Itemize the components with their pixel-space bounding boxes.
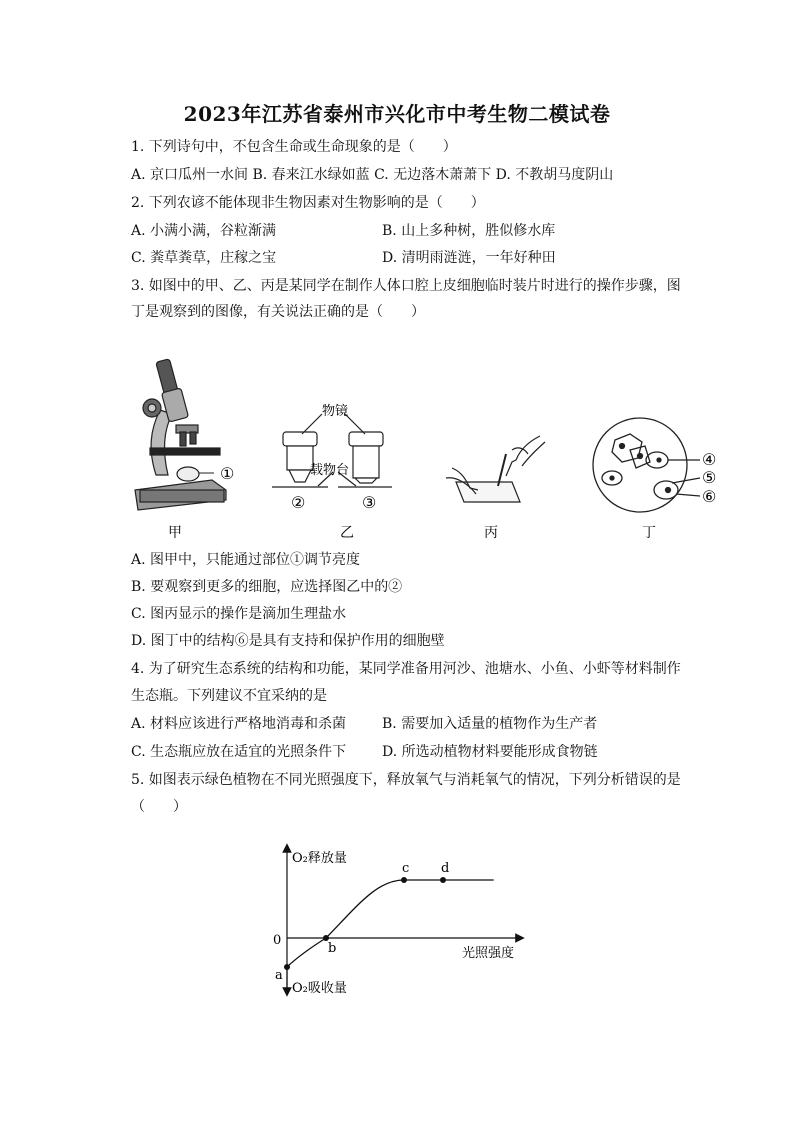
point-a bbox=[284, 964, 290, 970]
question-2-option-a: A. 小满小满，谷粒渐满 bbox=[131, 223, 277, 239]
question-4-stem-line-2: 生态瓶。下列建议不宜采纳的是 bbox=[131, 688, 327, 704]
label-num-5: ⑤ bbox=[702, 468, 717, 487]
question-5-stem-line-2: （ ） bbox=[131, 799, 187, 815]
question-2-option-d: D. 清明雨涟涟，一年好种田 bbox=[382, 250, 556, 266]
y-label-top: O₂释放量 bbox=[292, 851, 347, 866]
question-3-option-a: A. 图甲中，只能通过部位①调节亮度 bbox=[131, 552, 361, 568]
question-4-option-b: B. 需要加入适量的植物作为生产者 bbox=[382, 716, 598, 732]
microscope-figure bbox=[135, 359, 226, 510]
question-4-option-c: C. 生态瓶应放在适宜的光照条件下 bbox=[131, 744, 347, 760]
dropper-operation-figure bbox=[446, 436, 545, 502]
label-num-6: ⑥ bbox=[702, 487, 717, 506]
x-label: 光照强度 bbox=[462, 946, 515, 961]
point-label-c: c bbox=[402, 861, 410, 876]
question-4-option-d: D. 所选动植物材料要能形成食物链 bbox=[382, 744, 598, 760]
question-4-option-a: A. 材料应该进行严格地消毒和杀菌 bbox=[131, 716, 347, 732]
caption-jia: 甲 bbox=[168, 525, 182, 541]
point-label-d: d bbox=[441, 861, 450, 876]
point-c bbox=[401, 877, 407, 883]
caption-yi: 乙 bbox=[340, 525, 354, 541]
label-objective: 物镜 bbox=[322, 404, 349, 419]
point-label-a: a bbox=[275, 968, 283, 983]
origin-label: 0 bbox=[273, 933, 282, 948]
question-2-stem: 2. 下列农谚不能体现非生物因素对生物影响的是（ ） bbox=[131, 195, 485, 211]
label-num-2: ② bbox=[291, 493, 306, 512]
question-3-stem-line-1: 3. 如图中的甲、乙、丙是某同学在制作人体口腔上皮细胞临时装片时进行的操作步骤，图 bbox=[131, 278, 681, 294]
point-label-b: b bbox=[328, 941, 337, 956]
label-stage: 载物台 bbox=[310, 463, 350, 478]
question-3-option-c: C. 图丙显示的操作是滴加生理盐水 bbox=[131, 606, 347, 622]
question-4-stem-line-1: 4. 为了研究生态系统的结构和功能，某同学准备用河沙、池塘水、小鱼、小虾等材料制作 bbox=[131, 661, 681, 677]
label-num-1: ① bbox=[220, 464, 235, 483]
page-title: 2023年江苏省泰州市兴化市中考生物二模试卷 bbox=[183, 102, 611, 126]
y-label-bottom: O₂吸收量 bbox=[292, 981, 347, 996]
cell-view-figure bbox=[593, 418, 700, 512]
caption-ding: 丁 bbox=[642, 525, 656, 541]
question-1-stem: 1. 下列诗句中，不包含生命或生命现象的是（ ） bbox=[131, 139, 457, 155]
question-1-options: A. 京口瓜州一水间 B. 春来江水绿如蓝 C. 无边落木萧萧下 D. 不教胡马度阴山 bbox=[131, 167, 614, 183]
question-2-option-b: B. 山上多种树，胜似修水库 bbox=[382, 223, 556, 239]
oxygen-light-chart bbox=[0, 840, 794, 1010]
question-3-option-d: D. 图丁中的结构⑥是具有支持和保护作用的细胞壁 bbox=[131, 633, 445, 649]
question-3-option-b: B. 要观察到更多的细胞，应选择图乙中的② bbox=[131, 579, 403, 595]
question-3-figure bbox=[0, 350, 794, 550]
label-num-4: ④ bbox=[702, 450, 717, 469]
caption-bing: 丙 bbox=[484, 525, 498, 541]
point-d bbox=[440, 877, 446, 883]
question-2-option-c: C. 粪草粪草，庄稼之宝 bbox=[131, 250, 277, 266]
question-5-stem-line-1: 5. 如图表示绿色植物在不同光照强度下，释放氧气与消耗氧气的情况，下列分析错误的是 bbox=[131, 772, 681, 788]
question-3-stem-line-2: 丁是观察到的图像，有关说法正确的是（ ） bbox=[131, 304, 425, 320]
label-num-3: ③ bbox=[362, 493, 377, 512]
